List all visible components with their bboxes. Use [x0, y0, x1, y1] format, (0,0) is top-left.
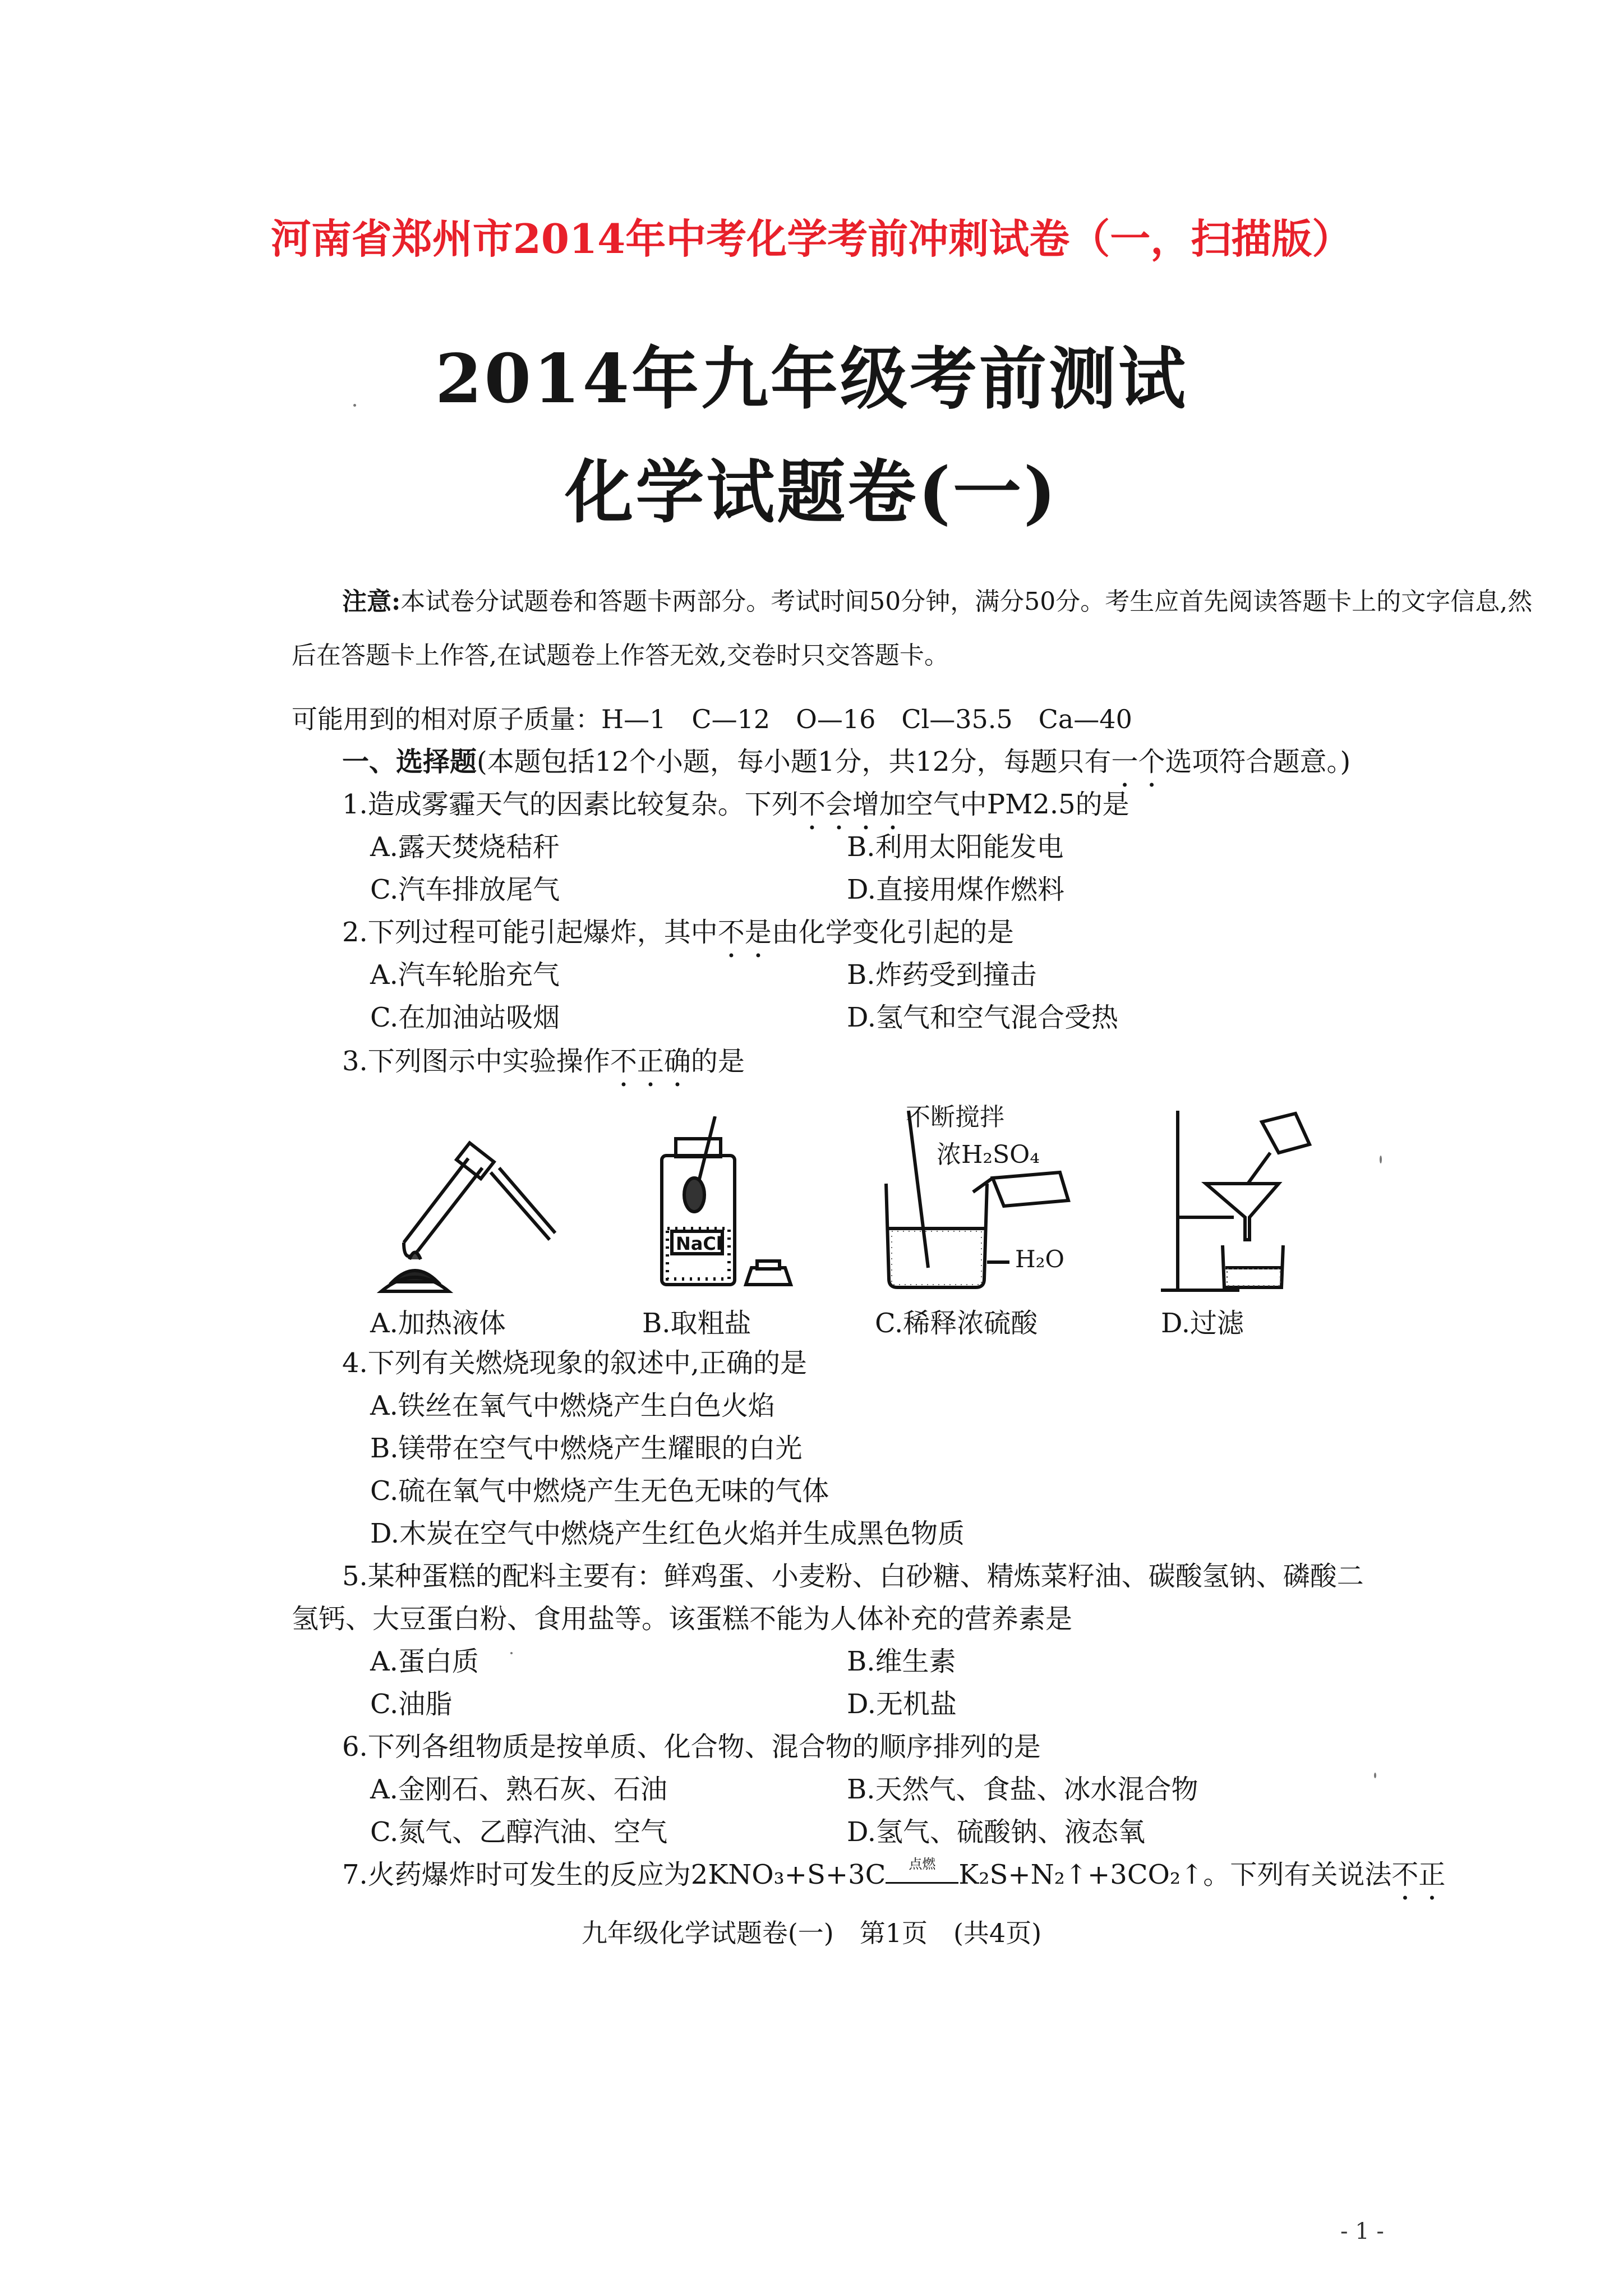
- q5-option-a: A.蛋白质: [370, 1646, 479, 1677]
- atomic-masses: 可能用到的相对原子质量：H—1 C—12 O—16 Cl—35.5 Ca—40: [292, 704, 1132, 734]
- scan-speck: [1380, 1156, 1382, 1163]
- reaction-condition: 点燃: [886, 1865, 958, 1884]
- fig-label-c: C.稀释浓硫酸: [875, 1308, 1038, 1339]
- question-3-stem: 3.下列图示中实验操作不正确的是: [342, 1046, 745, 1077]
- section1-heading: 一、选择题(本题包括12个小题，每小题1分，共12分，每题只有一个选项符合题意。): [342, 746, 1351, 777]
- scan-speck: [510, 1652, 513, 1654]
- question-2-stem: 2.下列过程可能引起爆炸，其中不是由化学变化引起的是: [342, 917, 1014, 948]
- scan-speck: [1374, 1773, 1376, 1778]
- q1-option-a: A.露天焚烧秸秆: [370, 831, 560, 863]
- q6-option-d: D.氢气、硫酸钠、液态氧: [847, 1816, 1146, 1848]
- question-5-stem-line1: 5.某种蛋糕的配料主要有：鲜鸡蛋、小麦粉、白砂糖、精炼菜籽油、碳酸氢钠、磷酸二: [342, 1561, 1364, 1592]
- q1-option-c: C.汽车排放尾气: [370, 874, 560, 905]
- q5-option-b: B.维生素: [847, 1646, 956, 1677]
- exam-subtitle: 化学试题卷(一): [565, 452, 1058, 532]
- q4-option-b: B.镁带在空气中燃烧产生耀眼的白光: [370, 1433, 803, 1464]
- fig-c-water-label: H₂O: [1015, 1245, 1064, 1273]
- figure-salt-bottle: [645, 1116, 802, 1296]
- q4-option-c: C.硫在氧气中燃烧产生无色无味的气体: [370, 1475, 829, 1507]
- document-red-title: 河南省郑州市2014年中考化学考前冲刺试卷（一，扫描版）: [270, 215, 1353, 263]
- q4-option-a: A.铁丝在氧气中燃烧产生白色火焰: [370, 1390, 775, 1421]
- section1-title: 一、选择题: [342, 746, 477, 777]
- q5-option-d: D.无机盐: [847, 1688, 957, 1720]
- q1-option-b: B.利用太阳能发电: [847, 831, 1064, 863]
- page-footer: 九年级化学试题卷(一) 第1页 (共4页): [581, 1918, 1042, 1948]
- notice-label: 注意:: [342, 587, 401, 616]
- q2-option-d: D.氢气和空气混合受热: [847, 1002, 1119, 1033]
- fig-label-d: D.过滤: [1161, 1308, 1244, 1339]
- notice-text: 本试卷分试题卷和答题卡两部分。考试时间50分钟，满分50分。考生应首先阅读答题卡上的文字信息,然后在答题卡上作答,在试题卷上作答无效,交卷时只交答题卡。: [292, 587, 1533, 670]
- q6-option-c: C.氮气、乙醇汽油、空气: [370, 1816, 668, 1848]
- figure-filtration: [1150, 1099, 1340, 1296]
- q2-option-b: B.炸药受到撞击: [847, 959, 1037, 991]
- q6-option-b: B.天然气、食盐、冰水混合物: [847, 1774, 1198, 1805]
- fig-c-stir-label: 不断搅拌: [906, 1103, 1004, 1131]
- nacl-label: NaCl: [676, 1233, 722, 1254]
- q4-option-d: D.木炭在空气中燃烧产生红色火焰并生成黑色物质: [370, 1518, 965, 1549]
- q5-option-c: C.油脂: [370, 1688, 453, 1720]
- q6-option-a: A.金刚石、熟石灰、石油: [370, 1774, 667, 1805]
- q2-option-c: C.在加油站吸烟: [370, 1002, 560, 1033]
- page-number: - 1 -: [1340, 2219, 1384, 2244]
- figure-heating-liquid: [370, 1133, 572, 1296]
- q2-option-a: A.汽车轮胎充气: [370, 959, 560, 991]
- fig-label-a: A.加热液体: [370, 1308, 506, 1339]
- fig-c-acid-label: 浓H₂SO₄: [937, 1140, 1040, 1169]
- emphasis-text: 一个: [1111, 746, 1165, 777]
- question-6-stem: 6.下列各组物质是按单质、化合物、混合物的顺序排列的是: [342, 1731, 1041, 1763]
- question-1-stem: 1.造成雾霾天气的因素比较复杂。下列不会增加空气中PM2.5的是: [342, 789, 1129, 820]
- exam-title: 2014年九年级考前测试: [435, 339, 1188, 418]
- question-4-stem: 4.下列有关燃烧现象的叙述中,正确的是: [342, 1347, 808, 1379]
- q1-option-d: D.直接用煤作燃料: [847, 874, 1065, 905]
- question-5-stem-line2: 氢钙、大豆蛋白粉、食用盐等。该蛋糕不能为人体补充的营养素是: [292, 1603, 1073, 1635]
- fig-label-b: B.取粗盐: [642, 1308, 751, 1339]
- notice-paragraph: [292, 575, 1542, 683]
- scan-speck: [353, 404, 356, 407]
- question-7-stem: 7.火药爆炸时可发生的反应为2KNO₃+S+3C 点燃 K₂S+N₂↑+3CO₂↑。下列有关说法不正: [342, 1856, 1446, 1890]
